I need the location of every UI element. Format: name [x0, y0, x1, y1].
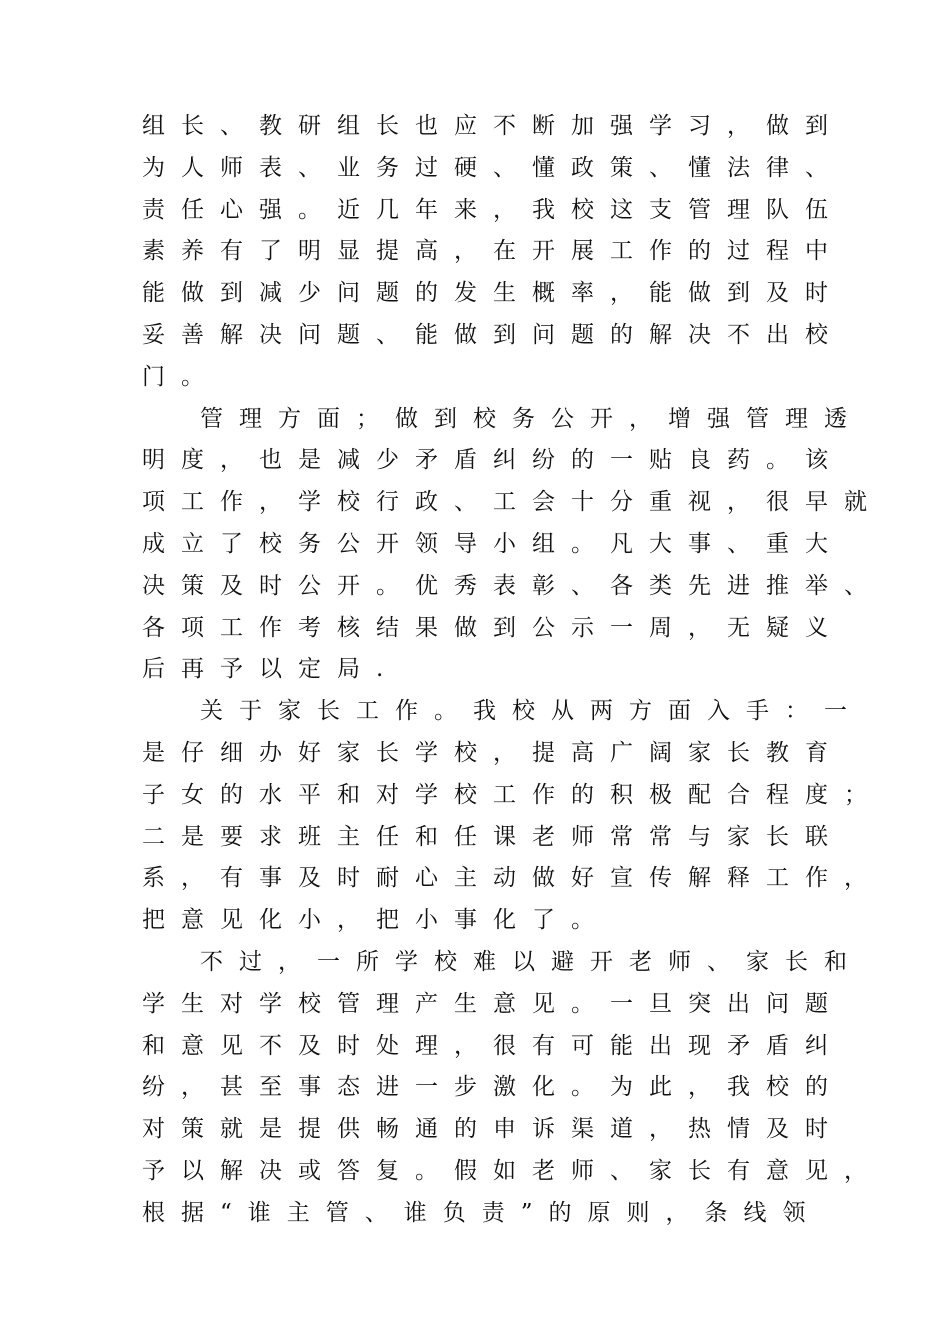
text-line: 为人师表、业务过硬、懂政策、懂法律、 — [142, 154, 844, 181]
text-line: 项工作，学校行政、工会十分重视，很早就 — [142, 489, 883, 516]
text-line: 明度，也是减少矛盾纠纷的一贴良药。该 — [142, 447, 844, 474]
text-line: 子女的水平和对学校工作的积极配合程度； — [142, 781, 883, 808]
text-line: 二是要求班主任和任课老师常常与家长联 — [142, 823, 844, 850]
text-line: 素养有了明显提高，在开展工作的过程中 — [142, 238, 844, 265]
text-line: 纷，甚至事态进一步激化。为此，我校的 — [142, 1074, 844, 1101]
text-line: 妥善解决问题、能做到问题的解决不出校 — [142, 321, 844, 348]
body-text — [142, 106, 883, 1235]
text-line: 把意见化小，把小事化了。 — [142, 907, 610, 934]
paragraph-start-line: 关于家长工作。我校从两方面入手：一 — [200, 698, 863, 725]
text-line: 和意见不及时处理，很有可能出现矛盾纠 — [142, 1032, 844, 1059]
text-line: 学生对学校管理产生意见。一旦突出问题 — [142, 990, 844, 1017]
text-line: 各项工作考核结果做到公示一周，无疑义 — [142, 614, 844, 641]
text-line: 组长、教研组长也应不断加强学习，做到 — [142, 113, 844, 139]
text-line: 成立了校务公开领导小组。凡大事、重大 — [142, 530, 844, 557]
paragraph-start-line: 管理方面；做到校务公开，增强管理透 — [200, 405, 863, 432]
paragraph-start-line: 不过，一所学校难以避开老师、家长和 — [200, 948, 863, 975]
text-line: 责任心强。近几年来，我校这支管理队伍 — [142, 196, 844, 223]
text-line: 对策就是提供畅通的申诉渠道，热情及时 — [142, 1116, 844, 1143]
text-line: 根据“谁主管、谁负责”的原则，条线领 — [142, 1199, 822, 1226]
text-line: 能做到减少问题的发生概率，能做到及时 — [142, 280, 844, 307]
text-line: 决策及时公开。优秀表彰、各类先进推举、 — [142, 572, 883, 599]
text-line: 予以解决或答复。假如老师、家长有意见， — [142, 1157, 883, 1184]
text-line: 后再予以定局. — [142, 656, 400, 683]
text-line: 是仔细办好家长学校，提高广阔家长教育 — [142, 739, 844, 766]
text-line: 门。 — [142, 363, 220, 390]
text-line: 系，有事及时耐心主动做好宣传解释工作， — [142, 865, 883, 892]
